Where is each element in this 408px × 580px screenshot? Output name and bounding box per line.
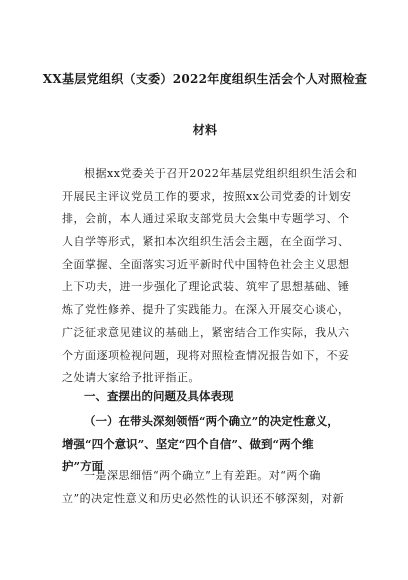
intro-line: 上下功夫，进一步强化了理论武装、筑牢了思想基础、锤 bbox=[62, 280, 350, 294]
document-title-line-2: 材料 bbox=[192, 123, 218, 137]
intro-line: 广泛征求意见建议的基础上，紧密结合工作实际，我从六 bbox=[62, 325, 350, 339]
intro-line: 人自学等形式，紧扣本次组织生活会主题，在全面学习、 bbox=[62, 235, 350, 249]
intro-line: 个方面逐项检视问题，现将对照检查情况报告如下，不妥 bbox=[62, 348, 350, 362]
intro-line: 根据xx党委关于召开2022年基层党组织组织生活会和 bbox=[84, 167, 358, 180]
subsection-line: 增强“四个意识”、坚定“四个自信”、做到“两个维 bbox=[62, 436, 314, 451]
body-line: 一是深思细悟“两个确立”上有差距。对“两个确 bbox=[84, 469, 321, 482]
subsection-line: 护”方面 bbox=[62, 459, 104, 474]
subsection-line: （一）在带头深刻领悟“两个确立”的决定性意义， bbox=[84, 414, 339, 428]
section-heading: 一、查摆出的问题及具体表现 bbox=[84, 389, 234, 403]
intro-line: 开展民主评议党员工作的要求，按照xx公司党委的计划安 bbox=[62, 189, 352, 203]
body-line: 立”的决定性意义和历史必然性的认识还不够深刻，对新 bbox=[62, 491, 345, 505]
intro-paragraph bbox=[62, 163, 362, 390]
intro-line: 炼了党性修养、提升了实践能力。在深入开展交心谈心， bbox=[62, 303, 350, 317]
document-title-line-1: XX基层党组织（支委）2022年度组织生活会个人对照检查 bbox=[42, 72, 368, 86]
body-paragraph bbox=[62, 465, 362, 510]
intro-line: 全面掌握、全面落实习近平新时代中国特色社会主义思想 bbox=[62, 257, 350, 271]
intro-line: 之处请大家给予批评指正。 bbox=[62, 371, 200, 385]
intro-line: 排，会前，本人通过采取支部党员大会集中专题学习、个 bbox=[62, 212, 350, 226]
